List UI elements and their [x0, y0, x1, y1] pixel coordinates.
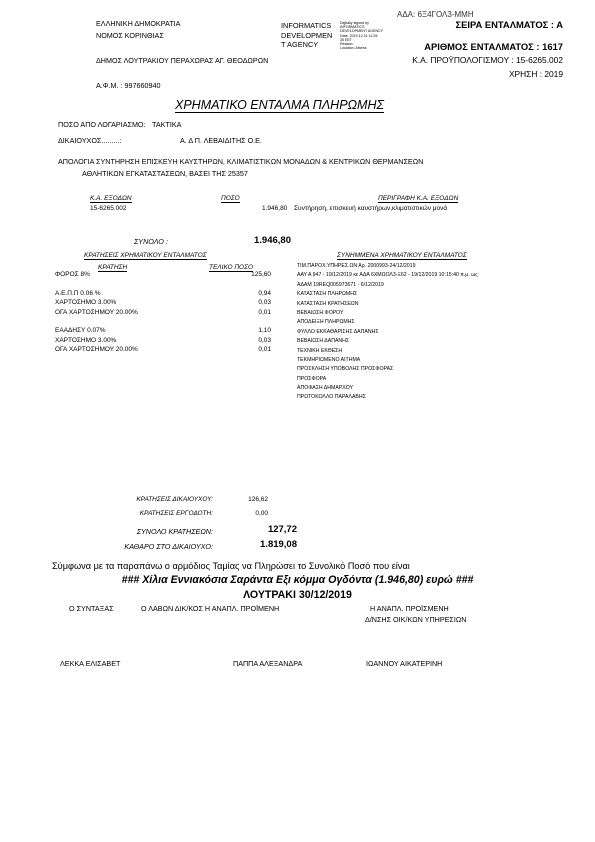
page-title: ΧΡΗΜΑΤΙΚΟ ΕΝΤΑΛΜΑ ΠΛΗΡΩΜΗΣ	[175, 98, 384, 112]
fiscal-year: ΧΡΗΣΗ : 2019	[508, 69, 563, 79]
deduction-amount	[230, 317, 271, 326]
expense-description-header: ΠΕΡΙΓΡΑΦΗ Κ.Α. ΕΞΟΔΩΝ	[378, 195, 459, 202]
total-value: 1.946,80	[254, 235, 291, 246]
attachment-item: ΑΑΥ Α 947 - 19/12/2019 κε ΑΔΑ 6ΧΜΩΟΛ3-Ξ62 - 19/12/2019 10:15:40 π.μ. ως	[297, 272, 478, 279]
expense-description: Συντήρηση, επισκευή καυστήρων,κλιματιστικών μονά	[294, 205, 448, 212]
series-label: ΣΕΙΡΑ ΕΝΤΑΛΜΑΤΟΣ : Α	[455, 19, 563, 30]
deductions-names	[55, 270, 147, 355]
account-label: ΠΟΣΟ ΑΠΟ ΛΟΓΑΡΙΑΣΜΟ:	[58, 120, 146, 129]
expense-amount-header: ΠΟΣΟ	[221, 195, 240, 202]
warrant-number: ΑΡΙΘΜΟΣ ΕΝΤΑΛΜΑΤΟΣ : 1617	[424, 41, 563, 52]
attachments-list	[297, 262, 478, 403]
deduction-amount: 125,60	[251, 271, 271, 278]
signature-stamp-details: Digitally signed by INFORMATICS DEVELOPMENT AGENCY Date: 2019.12.31 11:29: 35 EET Reason: Location: Athens	[340, 21, 384, 51]
attachment-item: ΚΑΤΑΣΤΑΣΗ ΚΡΑΤΗΣΕΩΝ	[297, 300, 359, 307]
attachment-item: ΠΡΟΣΚΛΗΣΗ ΥΠΟΒΟΛΗΣ ΠΡΟΣΦΟΡΑΣ	[297, 366, 394, 373]
deduction-name	[55, 317, 147, 326]
signatory-role: Ο ΣΥΝΤΑΞΑΣ	[69, 604, 114, 613]
budget-code: Κ.Α. ΠΡΟΫΠΟΛΟΓΙΣΜΟΥ : 15-6265.002	[412, 55, 563, 65]
deduction-name: Α.Ε.Π.Π 0.06 %	[55, 289, 101, 297]
employer-deductions-value: 0,00	[255, 510, 268, 517]
total-deductions-value: 127,72	[267, 524, 297, 535]
deduction-amount: 1,10	[258, 327, 271, 335]
deductions-amount-header: ΤΕΛΙΚΟ ΠΟΣΟ	[209, 264, 254, 271]
deduction-name: ΕΑΑΔΗΣΥ 0.07%	[55, 327, 106, 335]
net-amount-label: ΚΑΘΑΡΟ ΣΤΟ ΔΙΚΑΙΟΥΧΟ:	[124, 542, 213, 551]
attachments-heading: ΣΥΝΗΜΜΕΝΑ ΧΡΗΜΑΤΙΚΟΥ ΕΝΤΑΛΜΑΤΟΣ	[337, 252, 467, 259]
signatory-name: ΙΩΑΝΝΟΥ ΑΙΚΑΤΕΡΙΝΗ	[366, 659, 443, 668]
net-amount-value: 1.819,08	[260, 539, 297, 550]
attachment-item: ΚΑΤΑΣΤΑΣΗ ΠΛΗΡΩΜΗΣ	[297, 291, 358, 298]
prefecture-label: ΝΟΜΟΣ ΚΟΡΙΝΘΙΑΣ	[96, 31, 164, 40]
signature-stamp-title: INFORMATICS DEVELOPMEN T AGENCY	[281, 21, 333, 49]
payment-statement: Σύμφωνα με τα παραπάνω ο αρμόδιος Ταμίας να Πληρώσει το Συνολικό Ποσό που είναι	[52, 561, 410, 571]
deduction-name: ΟΓΑ ΧΑΡΤΟΣΗΜΟΥ 20.00%	[55, 308, 138, 316]
expense-amount: 1.946,80	[262, 205, 288, 212]
attachment-item: ΤΕΚΜΗΡΙΩΜΕΝΟ ΑΙΤΗΜΑ	[297, 356, 361, 363]
employer-deductions-label: ΚΡΑΤΗΣΕΙΣ ΕΡΓΟΔΟΤΗ:	[139, 510, 213, 517]
description-line: ΑΘΛΗΤΙΚΩΝ ΕΓΚΑΤΑΣΤΑΣΕΩΝ, ΒΑΣΕΙ ΤΗΣ 25357	[82, 169, 248, 178]
deductions-heading: ΚΡΑΤΗΣΕΙΣ ΧΡΗΜΑΤΙΚΟΥ ΕΝΤΑΛΜΑΤΟΣ	[84, 252, 207, 259]
deduction-name: ΦΟΡΟΣ 8%	[55, 271, 90, 278]
republic-label: ΕΛΛΗΝΙΚΗ ΔΗΜΟΚΡΑΤΙΑ	[96, 19, 181, 28]
account-value: ΤΑΚΤΙΚΑ	[152, 120, 182, 129]
attachment-item: ΑΠΟΔΕΙΞΗ ΠΛΗΡΩΜΗΣ	[297, 319, 355, 326]
deduction-amount: 0,01	[258, 308, 271, 316]
deduction-amount: 0,03	[258, 299, 271, 307]
deduction-name: ΧΑΡΤΟΣΗΜΟ 3.00%	[55, 299, 117, 307]
beneficiary-value: Α. Δ Π. ΛΕΒΑΙΔΙΤΗΣ Ο.Ε.	[180, 136, 262, 145]
beneficiary-label: ΔΙΚΑΙΟΥΧΟΣ.........:	[58, 136, 122, 145]
attachment-item: ΑΠΟΦΑΣΗ ΔΗΜΑΡΧΟΥ	[297, 385, 354, 392]
total-label: ΣΥΝΟΛΟ :	[134, 237, 168, 246]
deductions-amounts	[230, 270, 271, 355]
signatory-name: ΠΑΠΠΑ ΑΛΕΞΑΝΔΡΑ	[233, 659, 303, 668]
deduction-amount	[230, 279, 271, 288]
signatory-name: ΛΕΚΚΑ ΕΛΙΣΑΒΕΤ	[60, 659, 121, 668]
attachment-item: ΒΕΒΑΙΩΣΗ ΦΟΡΟΥ	[297, 309, 344, 316]
signatory-role: Δ/ΝΣΗΣ ΟΙΚ/ΚΩΝ ΥΠΗΡΕΣΙΩΝ	[365, 615, 467, 624]
expense-code: 15-6265.002	[90, 205, 127, 212]
ada-number: ΑΔΑ: 6Ξ4ΓΟΛ3-ΜΜΗ	[397, 10, 474, 19]
deduction-amount: 0,03	[258, 336, 271, 344]
attachment-item: ΠΡΟΣΦΟΡΑ	[297, 375, 327, 382]
place-date: ΛΟΥΤΡΑΚΙ 30/12/2019	[243, 589, 352, 601]
deduction-name: ΧΑΡΤΟΣΗΜΟ 3.00%	[55, 336, 117, 344]
expense-code-header: Κ.Α. ΕΞΟΔΩΝ	[90, 195, 132, 202]
afm-label: Α.Φ.Μ. : 997660940	[96, 81, 161, 90]
deduction-name: ΟΓΑ ΧΑΡΤΟΣΗΜΟΥ 20.00%	[55, 346, 138, 354]
deduction-amount: 0,01	[258, 346, 271, 354]
deduction-amount: 0,94	[258, 289, 271, 297]
attachment-item: ΒΕΒΑΙΩΣΗ ΔΑΠΑΝΗΣ	[297, 338, 350, 345]
beneficiary-deductions-value: 126,62	[248, 496, 268, 503]
municipality-label: ΔΗΜΟΣ ΛΟΥΤΡΑΚΙΟΥ ΠΕΡΑΧΩΡΑΣ ΑΓ. ΘΕΟΔΩΡΩΝ	[96, 56, 269, 65]
deductions-name-header: ΚΡΑΤΗΣΗ	[98, 264, 128, 271]
deduction-name	[55, 279, 147, 288]
total-deductions-label: ΣΥΝΟΛΟ ΚΡΑΤΗΣΕΩΝ:	[136, 527, 213, 536]
beneficiary-deductions-label: ΚΡΑΤΗΣΕΙΣ ΔΙΚΑΙΟΥΧΟΥ:	[136, 496, 213, 503]
attachment-item: ΦΥΛΛΟ ΕΚΚΑΘΑΡΙΣΗΣ ΔΑΠΑΝΗΣ	[297, 328, 379, 335]
signatory-role: Η ΑΝΑΠΛ. ΠΡΟΪΣΜΕΝΗ	[370, 604, 449, 613]
attachment-item: ΤΕΧΝΙΚΗ ΕΚΘΕΣΗ	[297, 347, 343, 354]
signatory-role: Ο ΛΑΒΩΝ ΔΙΚ/ΚΟΣ Η ΑΝΑΠΛ. ΠΡΟΪΜΕΝΗ	[141, 604, 280, 613]
attachment-item: ΠΡΩΤΟΚΟΛΛΟ ΠΑΡΑΛΑΒΗΣ	[297, 394, 366, 401]
amount-in-words: ### Χίλια Εννιακόσια Σαράντα Εξι κόμμα Ογδόντα (1.946,80) ευρώ ###	[121, 574, 474, 586]
attachment-item: ΑΔΑΜ 19REQ005973671 - 6/12/2019	[297, 281, 384, 288]
attachment-item: ΤΙΜ.ΠΑΡΟΧ.ΥΠΗΡΕΣ.ΩΝ Αρ. 2000993-24/12/2019	[297, 263, 416, 269]
description-line: ΑΠΟΛΟΓΙΑ ΣΥΝΤΗΡΗΣΗ ΕΠΙΣΚΕΥΗ ΚΑΥΣΤΗΡΩΝ, ΚΛΙΜΑΤΙΣΤΙΚΩΝ ΜΟΝΑΔΩΝ & ΚΕΝΤΡΙΚΩΝ ΘΕΡΜΑΝΣΕΩΝ	[58, 157, 424, 166]
